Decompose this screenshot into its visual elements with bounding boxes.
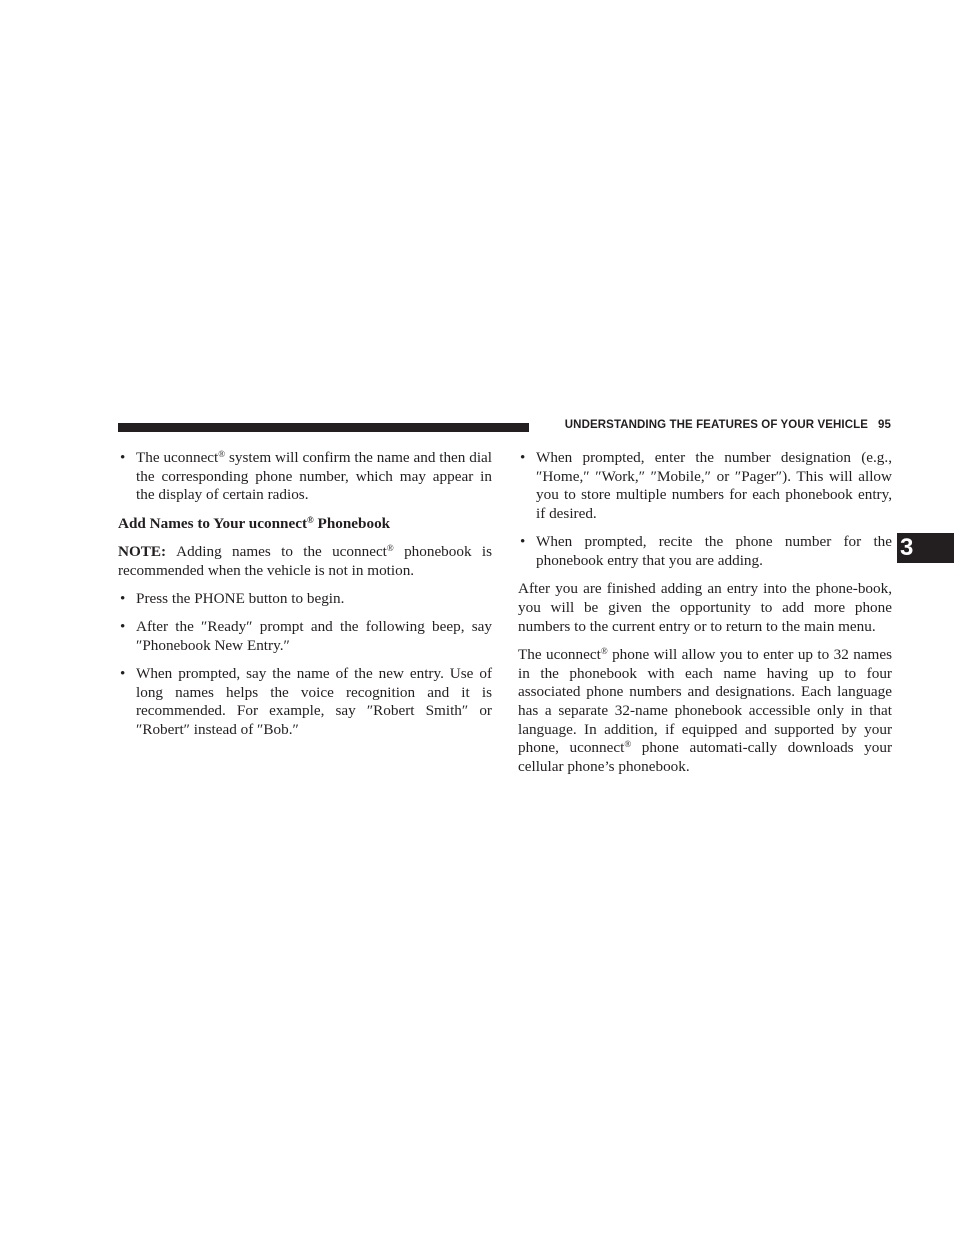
- bullet-icon: •: [520, 449, 526, 466]
- note-paragraph: NOTE: Adding names to the uconnect® phonebook is recommended when the vehicle is not in motion.: [118, 542, 492, 579]
- bullet-item: • After the ″Ready″ prompt and the following beep, say ″Phonebook New Entry.″: [120, 617, 492, 654]
- bullet-item: • Press the PHONE button to begin.: [120, 589, 345, 607]
- bullet-item-confirm: • The uconnect® system will confirm the name and then dial the corresponding phone number, which may appear in the display of certain radios.: [120, 449, 493, 504]
- bullet-item: • When prompted, recite the phone number for the phonebook entry that you are adding.: [520, 533, 892, 570]
- registered-mark: ®: [624, 739, 632, 750]
- left-column: [118, 449, 492, 749]
- bullet-icon: •: [120, 617, 126, 635]
- bullet-icon: •: [120, 664, 126, 682]
- bullet-icon: •: [520, 533, 526, 551]
- page-number: 95: [878, 419, 891, 431]
- paragraph-after-entry: After you are finished adding an entry into the phone-book, you will be given the opportunity to add more phone numbers to the current entry or to return to the main menu.: [518, 580, 892, 635]
- header-rule: [118, 423, 529, 432]
- paragraph-capacity: The uconnect® phone will allow you to enter up to 32 names in the phonebook with each name having up to four associated phone numbers and designations. Each language has a separate 32-name phonebook accessible only in that language. In addition, if equipped and supported by your phone, uconnect® phone automati-cally downloads your cellular phone’s phonebook.: [518, 645, 892, 776]
- bullet-item: • When prompted, say the name of the new entry. Use of long names helps the voice recognition and it is recommended. For example, say ″Robert Smith″ or ″Robert″ instead of ″Bob.″: [120, 664, 492, 738]
- registered-mark: ®: [307, 514, 314, 525]
- registered-mark: ®: [600, 645, 608, 656]
- note-label: NOTE:: [118, 542, 167, 560]
- right-column: [518, 449, 892, 786]
- running-header: [538, 419, 891, 431]
- bullet-item: • When prompted, enter the number designation (e.g., ″Home,″ ″Work,″ ″Mobile,″ or ″Pager″). This will allow you to store multiple numbers for each phonebook entry, if desired.: [520, 449, 892, 523]
- bullet-icon: •: [120, 589, 126, 607]
- registered-mark: ®: [386, 542, 394, 553]
- section-title: UNDERSTANDING THE FEATURES OF YOUR VEHICLE: [564, 419, 868, 431]
- bullet-icon: •: [120, 449, 126, 466]
- registered-mark: ®: [218, 449, 226, 459]
- chapter-tab: 3: [897, 533, 954, 563]
- section-heading: Add Names to Your uconnect® Phonebook: [118, 514, 391, 532]
